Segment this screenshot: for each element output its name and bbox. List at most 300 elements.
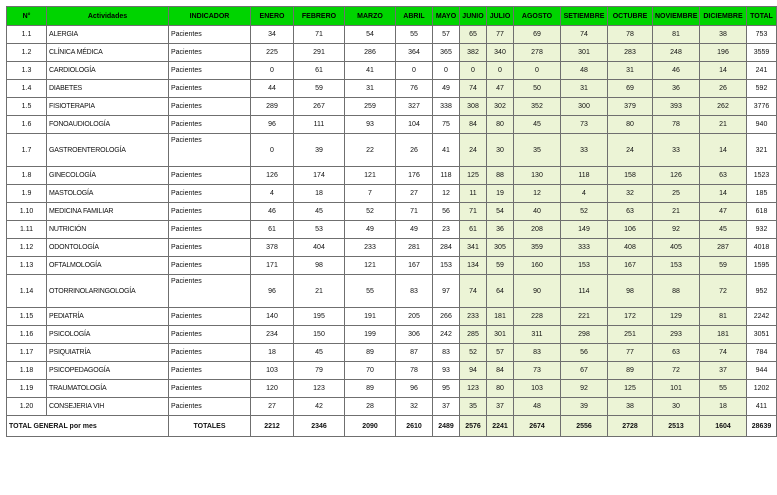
value-cell-apr: 306	[396, 326, 433, 344]
value-cell-nov: 153	[653, 257, 700, 275]
value-cell-dec: 81	[700, 308, 747, 326]
activity-cell: PSIQUIATRÍA	[47, 344, 169, 362]
value-cell-dec: 181	[700, 326, 747, 344]
value-cell-oct: 78	[608, 26, 653, 44]
activity-cell: GASTROENTEROLOGÍA	[47, 134, 169, 167]
row-total-cell: 4018	[747, 239, 777, 257]
value-cell-oct: 379	[608, 98, 653, 116]
value-cell-dec: 196	[700, 44, 747, 62]
value-cell-jun: 74	[460, 275, 487, 308]
value-cell-feb: 61	[294, 62, 345, 80]
value-cell-mar: 89	[345, 344, 396, 362]
row-number-cell: 1.1	[7, 26, 47, 44]
value-cell-mar: 54	[345, 26, 396, 44]
value-cell-apr: 327	[396, 98, 433, 116]
row-number-cell: 1.11	[7, 221, 47, 239]
value-cell-jun: 84	[460, 116, 487, 134]
value-cell-nov: 72	[653, 362, 700, 380]
value-cell-oct: 98	[608, 275, 653, 308]
row-total-cell: 3559	[747, 44, 777, 62]
table-row	[7, 326, 777, 344]
value-cell-dec: 21	[700, 116, 747, 134]
activity-cell: MEDICINA FAMILIAR	[47, 203, 169, 221]
row-number-cell: 1.2	[7, 44, 47, 62]
value-cell-feb: 42	[294, 398, 345, 416]
row-number-cell: 1.18	[7, 362, 47, 380]
value-cell-may: 0	[433, 62, 460, 80]
indicator-cell: Pacientes	[169, 203, 251, 221]
value-cell-may: 338	[433, 98, 460, 116]
value-cell-jan: 0	[251, 134, 294, 167]
value-cell-jul: 181	[487, 308, 514, 326]
table-row	[7, 134, 777, 167]
value-cell-jul: 340	[487, 44, 514, 62]
value-cell-may: 23	[433, 221, 460, 239]
value-cell-sep: 153	[561, 257, 608, 275]
activity-cell: OTORRINOLARINGOLOGÍA	[47, 275, 169, 308]
value-cell-feb: 71	[294, 26, 345, 44]
row-total-cell: 618	[747, 203, 777, 221]
column-header: MARZO	[345, 7, 396, 26]
table-row	[7, 308, 777, 326]
indicator-cell: Pacientes	[169, 98, 251, 116]
value-cell-feb: 291	[294, 44, 345, 62]
value-cell-apr: 96	[396, 380, 433, 398]
value-cell-nov: 88	[653, 275, 700, 308]
value-cell-sep: 298	[561, 326, 608, 344]
value-cell-aug: 352	[514, 98, 561, 116]
value-cell-sep: 52	[561, 203, 608, 221]
indicator-cell: Pacientes	[169, 344, 251, 362]
value-cell-aug: 130	[514, 167, 561, 185]
value-cell-jan: 18	[251, 344, 294, 362]
column-header: ABRIL	[396, 7, 433, 26]
value-cell-apr: 76	[396, 80, 433, 98]
value-cell-jul: 19	[487, 185, 514, 203]
value-cell-jun: 233	[460, 308, 487, 326]
table-row	[7, 398, 777, 416]
row-total-cell: 940	[747, 116, 777, 134]
activity-cell: OFTALMOLOGÍA	[47, 257, 169, 275]
activity-cell: TRAUMATOLOGÍA	[47, 380, 169, 398]
activity-cell: PSICOLOGÍA	[47, 326, 169, 344]
activity-cell: CARDIOLOGÍA	[47, 62, 169, 80]
value-cell-jun: 308	[460, 98, 487, 116]
row-number-cell: 1.9	[7, 185, 47, 203]
value-cell-jan: 120	[251, 380, 294, 398]
value-cell-feb: 79	[294, 362, 345, 380]
row-total-cell: 1595	[747, 257, 777, 275]
value-cell-nov: 21	[653, 203, 700, 221]
value-cell-mar: 28	[345, 398, 396, 416]
value-cell-dec: 72	[700, 275, 747, 308]
value-cell-feb: 123	[294, 380, 345, 398]
value-cell-apr: 87	[396, 344, 433, 362]
value-cell-may: 97	[433, 275, 460, 308]
value-cell-jan: 96	[251, 275, 294, 308]
row-number-cell: 1.7	[7, 134, 47, 167]
table-row	[7, 26, 777, 44]
value-cell-mar: 233	[345, 239, 396, 257]
value-cell-mar: 191	[345, 308, 396, 326]
indicator-cell: Pacientes	[169, 398, 251, 416]
value-cell-jan: 225	[251, 44, 294, 62]
activity-cell: ALERGIA	[47, 26, 169, 44]
value-cell-jan: 378	[251, 239, 294, 257]
value-cell-aug: 45	[514, 116, 561, 134]
table-row	[7, 62, 777, 80]
activity-cell: CLÍNICA MÉDICA	[47, 44, 169, 62]
activity-cell: NUTRICIÓN	[47, 221, 169, 239]
value-cell-oct: 408	[608, 239, 653, 257]
value-cell-apr: 78	[396, 362, 433, 380]
value-cell-jul: 301	[487, 326, 514, 344]
value-cell-apr: 205	[396, 308, 433, 326]
value-cell-mar: 286	[345, 44, 396, 62]
value-cell-mar: 41	[345, 62, 396, 80]
value-cell-mar: 49	[345, 221, 396, 239]
column-header: JUNIO	[460, 7, 487, 26]
indicator-cell: Pacientes	[169, 167, 251, 185]
value-cell-oct: 32	[608, 185, 653, 203]
value-cell-dec: 18	[700, 398, 747, 416]
value-cell-sep: 333	[561, 239, 608, 257]
value-cell-aug: 103	[514, 380, 561, 398]
value-cell-feb: 404	[294, 239, 345, 257]
activity-cell: FONOAUDIOLOGÍA	[47, 116, 169, 134]
value-cell-may: 83	[433, 344, 460, 362]
total-cell-jan: 2212	[251, 416, 294, 437]
value-cell-dec: 63	[700, 167, 747, 185]
value-cell-jul: 84	[487, 362, 514, 380]
indicator-cell: Pacientes	[169, 26, 251, 44]
indicator-cell: Pacientes	[169, 308, 251, 326]
value-cell-jan: 34	[251, 26, 294, 44]
value-cell-may: 242	[433, 326, 460, 344]
value-cell-dec: 37	[700, 362, 747, 380]
value-cell-oct: 89	[608, 362, 653, 380]
value-cell-dec: 47	[700, 203, 747, 221]
value-cell-may: 284	[433, 239, 460, 257]
value-cell-oct: 31	[608, 62, 653, 80]
value-cell-jul: 59	[487, 257, 514, 275]
value-cell-apr: 71	[396, 203, 433, 221]
table-row	[7, 98, 777, 116]
value-cell-may: 57	[433, 26, 460, 44]
value-cell-feb: 39	[294, 134, 345, 167]
indicator-cell: Pacientes	[169, 326, 251, 344]
value-cell-jan: 61	[251, 221, 294, 239]
value-cell-sep: 149	[561, 221, 608, 239]
row-number-cell: 1.20	[7, 398, 47, 416]
value-cell-jun: 382	[460, 44, 487, 62]
value-cell-feb: 21	[294, 275, 345, 308]
value-cell-nov: 46	[653, 62, 700, 80]
value-cell-oct: 69	[608, 80, 653, 98]
value-cell-apr: 364	[396, 44, 433, 62]
value-cell-nov: 405	[653, 239, 700, 257]
value-cell-aug: 12	[514, 185, 561, 203]
row-number-cell: 1.16	[7, 326, 47, 344]
value-cell-may: 41	[433, 134, 460, 167]
value-cell-feb: 45	[294, 203, 345, 221]
row-total-cell: 321	[747, 134, 777, 167]
value-cell-apr: 176	[396, 167, 433, 185]
value-cell-may: 37	[433, 398, 460, 416]
row-total-cell: 3051	[747, 326, 777, 344]
total-cell-nov: 2513	[653, 416, 700, 437]
row-number-cell: 1.6	[7, 116, 47, 134]
value-cell-may: 75	[433, 116, 460, 134]
column-header: N°	[7, 7, 47, 26]
value-cell-mar: 259	[345, 98, 396, 116]
value-cell-sep: 114	[561, 275, 608, 308]
value-cell-oct: 38	[608, 398, 653, 416]
value-cell-may: 365	[433, 44, 460, 62]
indicator-cell: Pacientes	[169, 239, 251, 257]
value-cell-may: 12	[433, 185, 460, 203]
value-cell-apr: 49	[396, 221, 433, 239]
totals-label: TOTALES	[169, 416, 251, 437]
indicator-cell: Pacientes	[169, 62, 251, 80]
indicator-cell: Pacientes	[169, 257, 251, 275]
indicator-cell: Pacientes	[169, 362, 251, 380]
value-cell-jan: 289	[251, 98, 294, 116]
value-cell-apr: 0	[396, 62, 433, 80]
value-cell-dec: 14	[700, 62, 747, 80]
table-row	[7, 203, 777, 221]
value-cell-dec: 14	[700, 134, 747, 167]
indicator-cell: Pacientes	[169, 185, 251, 203]
row-total-cell: 944	[747, 362, 777, 380]
table-row	[7, 44, 777, 62]
grand-total-cell: 28639	[747, 416, 777, 437]
value-cell-jun: 123	[460, 380, 487, 398]
value-cell-sep: 67	[561, 362, 608, 380]
value-cell-feb: 174	[294, 167, 345, 185]
total-cell-mar: 2090	[345, 416, 396, 437]
row-total-cell: 1523	[747, 167, 777, 185]
activity-cell: ODONTOLOGÍA	[47, 239, 169, 257]
value-cell-nov: 63	[653, 344, 700, 362]
value-cell-jun: 285	[460, 326, 487, 344]
value-cell-dec: 59	[700, 257, 747, 275]
value-cell-jul: 0	[487, 62, 514, 80]
value-cell-aug: 160	[514, 257, 561, 275]
value-cell-sep: 301	[561, 44, 608, 62]
column-header: INDICADOR	[169, 7, 251, 26]
row-total-cell: 932	[747, 221, 777, 239]
value-cell-nov: 293	[653, 326, 700, 344]
value-cell-jul: 37	[487, 398, 514, 416]
indicator-cell: Pacientes	[169, 44, 251, 62]
value-cell-mar: 55	[345, 275, 396, 308]
value-cell-apr: 55	[396, 26, 433, 44]
value-cell-jan: 171	[251, 257, 294, 275]
value-cell-jan: 44	[251, 80, 294, 98]
value-cell-aug: 228	[514, 308, 561, 326]
row-number-cell: 1.5	[7, 98, 47, 116]
value-cell-jan: 126	[251, 167, 294, 185]
value-cell-oct: 125	[608, 380, 653, 398]
value-cell-apr: 27	[396, 185, 433, 203]
column-header: SETIEMBRE	[561, 7, 608, 26]
value-cell-dec: 55	[700, 380, 747, 398]
value-cell-mar: 70	[345, 362, 396, 380]
value-cell-jan: 27	[251, 398, 294, 416]
spreadsheet	[6, 6, 773, 437]
total-cell-apr: 2610	[396, 416, 433, 437]
total-cell-aug: 2674	[514, 416, 561, 437]
table-row	[7, 380, 777, 398]
activity-cell: PSICOPEDAGOGÍA	[47, 362, 169, 380]
value-cell-aug: 73	[514, 362, 561, 380]
row-total-cell: 753	[747, 26, 777, 44]
row-number-cell: 1.10	[7, 203, 47, 221]
value-cell-dec: 74	[700, 344, 747, 362]
total-cell-dec: 1604	[700, 416, 747, 437]
value-cell-sep: 39	[561, 398, 608, 416]
value-cell-jul: 54	[487, 203, 514, 221]
activity-cell: PEDIATRÍA	[47, 308, 169, 326]
value-cell-mar: 31	[345, 80, 396, 98]
value-cell-feb: 45	[294, 344, 345, 362]
value-cell-nov: 25	[653, 185, 700, 203]
indicator-cell: Pacientes	[169, 221, 251, 239]
value-cell-nov: 33	[653, 134, 700, 167]
value-cell-apr: 167	[396, 257, 433, 275]
row-total-cell: 411	[747, 398, 777, 416]
value-cell-nov: 81	[653, 26, 700, 44]
column-header: FEBRERO	[294, 7, 345, 26]
table-row	[7, 167, 777, 185]
value-cell-jan: 46	[251, 203, 294, 221]
value-cell-sep: 31	[561, 80, 608, 98]
value-cell-aug: 40	[514, 203, 561, 221]
value-cell-jul: 77	[487, 26, 514, 44]
value-cell-jan: 4	[251, 185, 294, 203]
row-number-cell: 1.17	[7, 344, 47, 362]
value-cell-oct: 80	[608, 116, 653, 134]
row-number-cell: 1.3	[7, 62, 47, 80]
total-cell-may: 2489	[433, 416, 460, 437]
value-cell-apr: 32	[396, 398, 433, 416]
value-cell-sep: 4	[561, 185, 608, 203]
value-cell-feb: 98	[294, 257, 345, 275]
value-cell-jan: 140	[251, 308, 294, 326]
value-cell-nov: 92	[653, 221, 700, 239]
value-cell-jun: 134	[460, 257, 487, 275]
row-total-cell: 241	[747, 62, 777, 80]
value-cell-dec: 38	[700, 26, 747, 44]
value-cell-jun: 11	[460, 185, 487, 203]
value-cell-aug: 83	[514, 344, 561, 362]
value-cell-nov: 30	[653, 398, 700, 416]
indicator-cell: Pacientes	[169, 380, 251, 398]
table-row	[7, 221, 777, 239]
row-total-cell: 2242	[747, 308, 777, 326]
value-cell-oct: 77	[608, 344, 653, 362]
row-number-cell: 1.19	[7, 380, 47, 398]
value-cell-jun: 35	[460, 398, 487, 416]
value-cell-feb: 195	[294, 308, 345, 326]
value-cell-aug: 50	[514, 80, 561, 98]
activity-cell: FISIOTERAPIA	[47, 98, 169, 116]
total-cell-jul: 2241	[487, 416, 514, 437]
value-cell-jul: 305	[487, 239, 514, 257]
value-cell-nov: 78	[653, 116, 700, 134]
row-number-cell: 1.8	[7, 167, 47, 185]
table-row	[7, 362, 777, 380]
value-cell-feb: 53	[294, 221, 345, 239]
value-cell-jul: 302	[487, 98, 514, 116]
value-cell-dec: 262	[700, 98, 747, 116]
value-cell-apr: 83	[396, 275, 433, 308]
value-cell-jul: 80	[487, 116, 514, 134]
indicator-cell: Pacientes	[169, 134, 251, 167]
indicator-cell: Pacientes	[169, 80, 251, 98]
column-header: NOVIEMBRE	[653, 7, 700, 26]
value-cell-nov: 129	[653, 308, 700, 326]
activity-cell: CONSEJERIA VIH	[47, 398, 169, 416]
row-total-cell: 592	[747, 80, 777, 98]
table-row	[7, 344, 777, 362]
value-cell-mar: 89	[345, 380, 396, 398]
value-cell-mar: 7	[345, 185, 396, 203]
value-cell-jun: 341	[460, 239, 487, 257]
value-cell-sep: 33	[561, 134, 608, 167]
row-number-cell: 1.12	[7, 239, 47, 257]
table-row	[7, 275, 777, 308]
value-cell-apr: 104	[396, 116, 433, 134]
value-cell-oct: 106	[608, 221, 653, 239]
value-cell-feb: 59	[294, 80, 345, 98]
value-cell-aug: 208	[514, 221, 561, 239]
column-header: MAYO	[433, 7, 460, 26]
value-cell-sep: 74	[561, 26, 608, 44]
row-number-cell: 1.13	[7, 257, 47, 275]
total-cell-jun: 2576	[460, 416, 487, 437]
header-row	[7, 7, 777, 26]
column-header: OCTUBRE	[608, 7, 653, 26]
column-header: TOTAL	[747, 7, 777, 26]
value-cell-jun: 125	[460, 167, 487, 185]
value-cell-oct: 158	[608, 167, 653, 185]
value-cell-may: 93	[433, 362, 460, 380]
value-cell-oct: 251	[608, 326, 653, 344]
value-cell-jan: 103	[251, 362, 294, 380]
value-cell-sep: 118	[561, 167, 608, 185]
row-total-cell: 1202	[747, 380, 777, 398]
value-cell-jun: 74	[460, 80, 487, 98]
value-cell-jan: 96	[251, 116, 294, 134]
row-number-cell: 1.4	[7, 80, 47, 98]
value-cell-jul: 64	[487, 275, 514, 308]
value-cell-mar: 52	[345, 203, 396, 221]
value-cell-dec: 45	[700, 221, 747, 239]
value-cell-jun: 52	[460, 344, 487, 362]
value-cell-jul: 88	[487, 167, 514, 185]
total-general-label: TOTAL GENERAL por mes	[7, 416, 169, 437]
value-cell-mar: 93	[345, 116, 396, 134]
value-cell-sep: 92	[561, 380, 608, 398]
value-cell-sep: 300	[561, 98, 608, 116]
value-cell-aug: 359	[514, 239, 561, 257]
column-header: JULIO	[487, 7, 514, 26]
table-row	[7, 116, 777, 134]
value-cell-aug: 278	[514, 44, 561, 62]
activity-cell: GINECOLOGÍA	[47, 167, 169, 185]
